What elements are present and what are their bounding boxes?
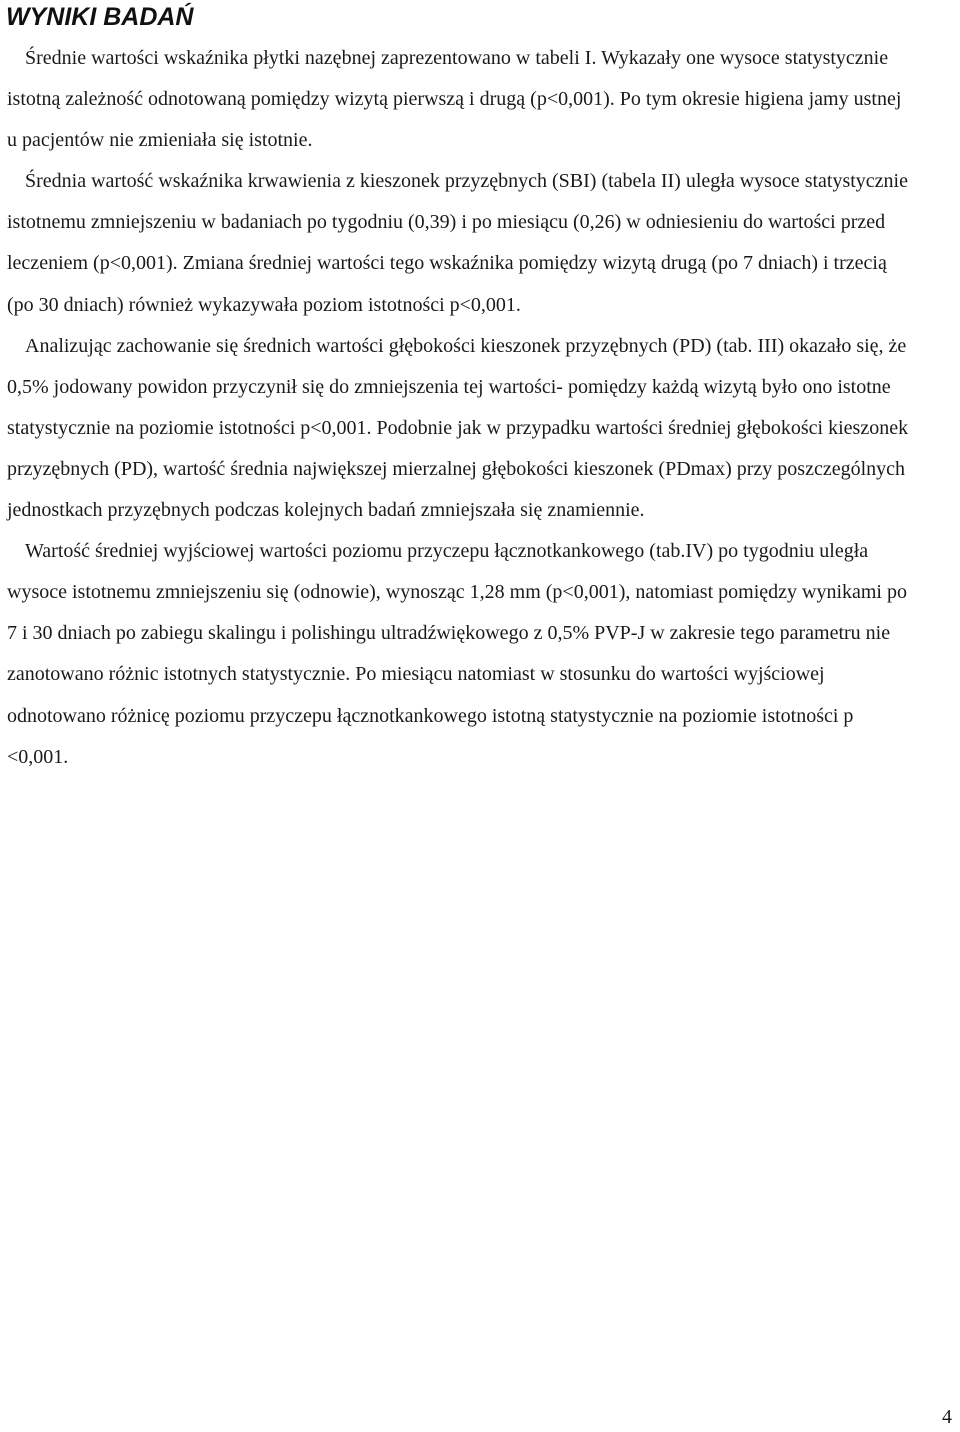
page-number: 4 — [942, 1406, 952, 1428]
paragraph-attachment-level: Wartość średniej wyjściowej wartości poziomu przyczepu łącznotkankowego (tab.IV) po tygodniu uległa wysoce istotnemu zmniejszeniu się (odnowie), wynosząc 1,28 mm (p<0,001), natomiast pomiędzy wynikami po 7 i 30 dniach po zabiegu skalingu i polishingu ultradźwiękowego z 0,5% PVP-J w zakresie tego parametru nie zanotowano różnic istotnych statystycznie. Po miesiącu natomiast w stosunku do wartości wyjściowej odnotowano różnicę poziomu przyczepu łącznotkankowego istotną statystycznie na poziomie istotności p <0,001. — [7, 540, 907, 768]
section-heading: WYNIKI BADAŃ — [6, 3, 194, 31]
paragraph-bleeding-index: Średnia wartość wskaźnika krwawienia z kieszonek przyzębnych (SBI) (tabela II) uległa wysoce statystycznie istotnemu zmniejszeniu w badaniach po tygodniu (0,39) i po miesiącu (0,26) w odniesieniu do wartości przed leczeniem (p<0,001). Zmiana średniej wartości tego wskaźnika pomiędzy wizytą drugą (po 7 dniach) i trzecią (po 30 dniach) również wykazywała poziom istotności p<0,001. — [7, 170, 908, 316]
paragraph-pocket-depth: Analizując zachowanie się średnich wartości głębokości kieszonek przyzębnych (PD) (tab. III) okazało się, że 0,5% jodowany powidon przyczynił się do zmniejszenia tej wartości- pomiędzy każdą wizytą było ono istotne statystycznie na poziomie istotności p<0,001. Podobnie jak w przypadku wartości średniej głębokości kieszonek przyzębnych (PD), wartość średnia największej mierzalnej głębokości kieszonek (PDmax) przy poszczególnych jednostkach przyzębnych podczas kolejnych badań zmniejszała się znamiennie. — [7, 334, 909, 522]
body-text — [7, 38, 912, 778]
paragraph-plaque-index: Średnie wartości wskaźnika płytki nazębnej zaprezentowano w tabeli I. Wykazały one wysoce statystycznie istotną zależność odnotowaną pomiędzy wizytą pierwszą i drugą (p<0,001). Po tym okresie higiena jamy ustnej u pacjentów nie zmieniała się istotnie. — [7, 47, 902, 152]
